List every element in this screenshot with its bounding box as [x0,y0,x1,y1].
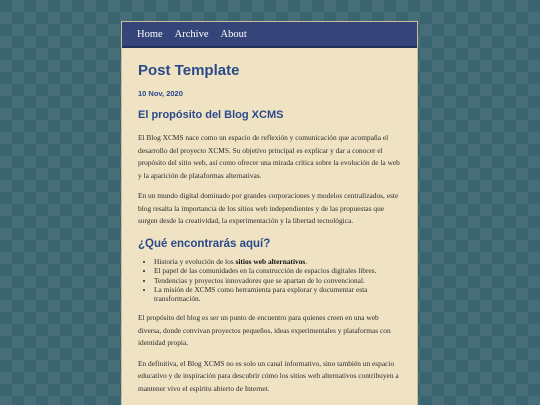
nav-link-about[interactable]: About [220,28,247,40]
page-container [121,21,418,405]
list-item [154,258,401,267]
section-heading-purpose: El propósito del Blog XCMS [138,109,284,121]
list-item-text: . [305,256,308,266]
post-content [122,48,417,395]
section-heading-what-you-find: ¿Qué encontrarás aquí? [138,237,271,250]
nav-link-home[interactable]: Home [137,28,163,40]
post-title: Post Template [138,62,240,79]
list-item-emphasis: sitios web alternativos [235,256,306,266]
list-item: • El papel de las comunidades en la construcción de espacios digitales libres. [154,267,401,276]
paragraph-context: En un mundo digital dominado por grandes corporaciones y modelos centralizados, este blog resalta la importancia de los sitios web independientes y de las propuestas que surgen desde la creatividad, la experimentación y la libertad tecnológica. [138,191,399,225]
list-item-text: Historia y evolución de los [154,256,236,266]
post-date: 10 Nov, 2020 [138,89,183,98]
navbar [122,22,417,48]
list-item: • Tendencias y proyectos innovadores que se apartan de lo convencional. [154,277,401,286]
topics-list [138,258,401,304]
paragraph-conclusion: En definitiva, el Blog XCMS no es solo un canal informativo, sino también un espacio educativo y de inspiración para descubrir cómo los sitios web alternativos contribuyen a mantener vivo el espíritu abierto de Internet. [138,358,399,393]
list-item: • La misión de XCMS como herramienta para explorar y documentar esta transformación. [154,286,401,303]
paragraph-purpose: El propósito del blog es ser un punto de encuentro para quienes creen en una web diversa, donde convivan proyectos pequeños, ideas experimentales y plataformas con identidad propia. [138,313,391,347]
nav-link-archive[interactable]: Archive [174,28,209,40]
paragraph-intro: El Blog XCMS nace como un espacio de reflexión y comunicación que acompaña el desarrollo del proyecto XCMS. Su objetivo principal es explicar y dar a conocer el propósito del sitio web, así como ofrecer una mirada crítica sobre la evolución de la web y la aparición de plataformas alternativas. [138,133,400,180]
